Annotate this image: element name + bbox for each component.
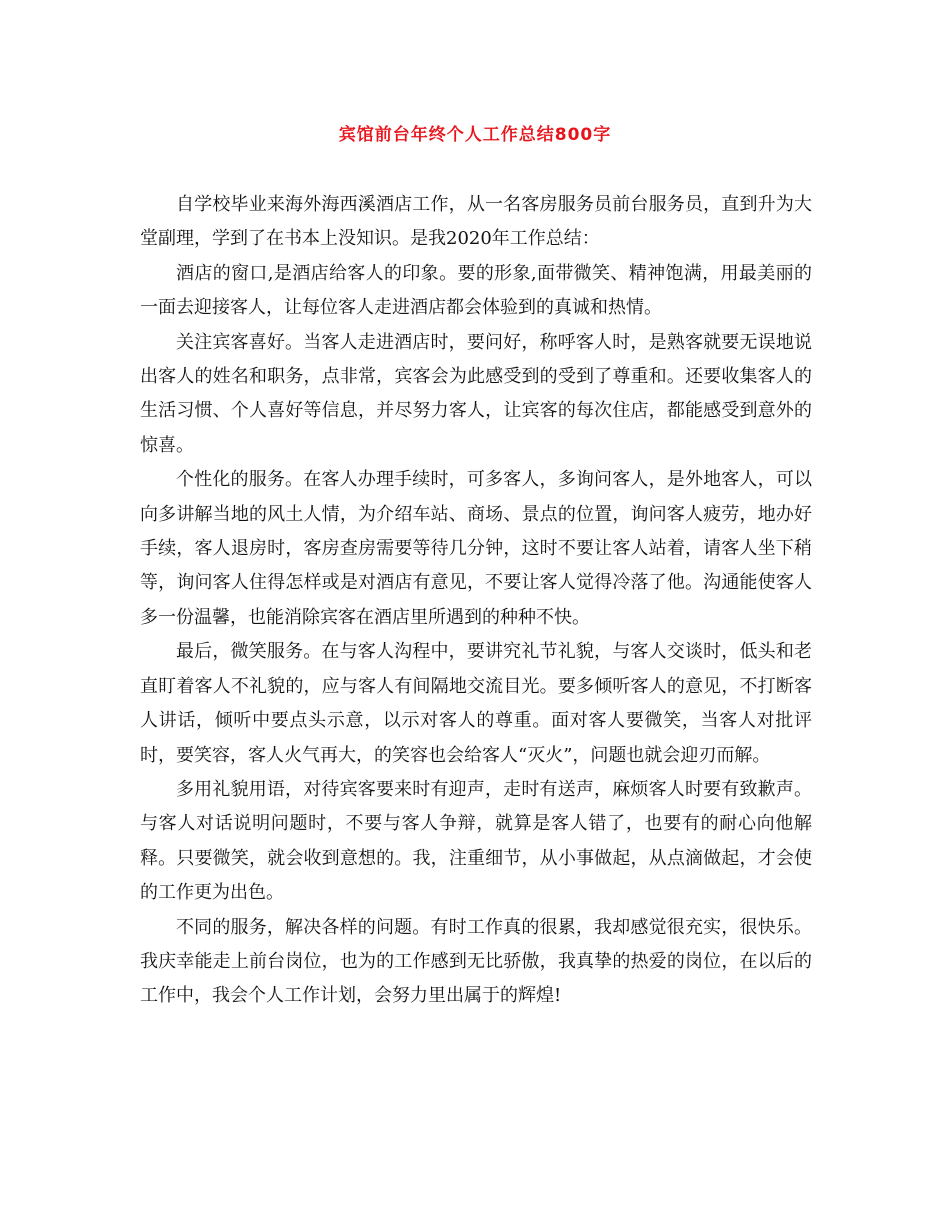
paragraph: 关注宾客喜好。当客人走进酒店时，要问好，称呼客人时，是熟客就要无误地说出客人的姓名和职务，点非常，宾客会为此感受到的受到了尊重和。还要收集客人的生活习惯、个人喜好等信息，并尽努力客人，让宾客的每次住店，都能感受到意外的惊喜。 [140, 331, 812, 456]
paragraph: 个性化的服务。在客人办理手续时，可多客人，多询问客人，是外地客人，可以向多讲解当地的风土人情，为介绍车站、商场、景点的位置，询问客人疲劳，地办好手续，客人退房时，客房查房需要等待几分钟，这时不要让客人站着，请客人坐下稍等，询问客人住得怎样或是对酒店有意见，不要让客人觉得冷落了他。沟通能使客人多一份温馨，也能消除宾客在酒店里所遇到的种种不快。 [140, 469, 812, 628]
paragraph: 多用礼貌用语，对待宾客要来时有迎声，走时有送声，麻烦客人时要有致歉声。与客人对话说明问题时，不要与客人争辩，就算是客人错了，也要有的耐心向他解释。只要微笑，就会收到意想的。我，注重细节，从小事做起，从点滴做起，才会使的工作更为出色。 [140, 778, 812, 904]
paragraph: 自学校毕业来海外海西溪酒店工作，从一名客房服务员前台服务员，直到升为大堂副理，学到了在书本上没知识。是我2020年工作总结： [140, 194, 812, 250]
document-body [140, 188, 812, 1014]
paragraph: 不同的服务，解决各样的问题。有时工作真的很累，我却感觉很充实，很快乐。我庆幸能走上前台岗位，也为的工作感到无比骄傲，我真挚的热爱的岗位，在以后的工作中，我会个人工作计划，会努力里出属于的辉煌! [140, 916, 812, 1007]
paragraph: 酒店的窗口,是酒店给客人的印象。要的形象,面带微笑、精神饱满，用最美丽的一面去迎接客人，让每位客人走进酒店都会体验到的真诚和热情。 [140, 262, 812, 319]
document-title: 宾馆前台年终个人工作总结800字 [338, 125, 612, 145]
paragraph: 最后，微笑服务。在与客人沟程中，要讲究礼节礼貌，与客人交谈时，低头和老直盯着客人不礼貌的，应与客人有间隔地交流目光。要多倾听客人的意见，不打断客人讲话，倾听中要点头示意，以示对客人的尊重。面对客人要微笑，当客人对批评时，要笑容，客人火气再大，的笑容也会给客人“灭火”，问题也就会迎刃而解。 [140, 641, 812, 766]
